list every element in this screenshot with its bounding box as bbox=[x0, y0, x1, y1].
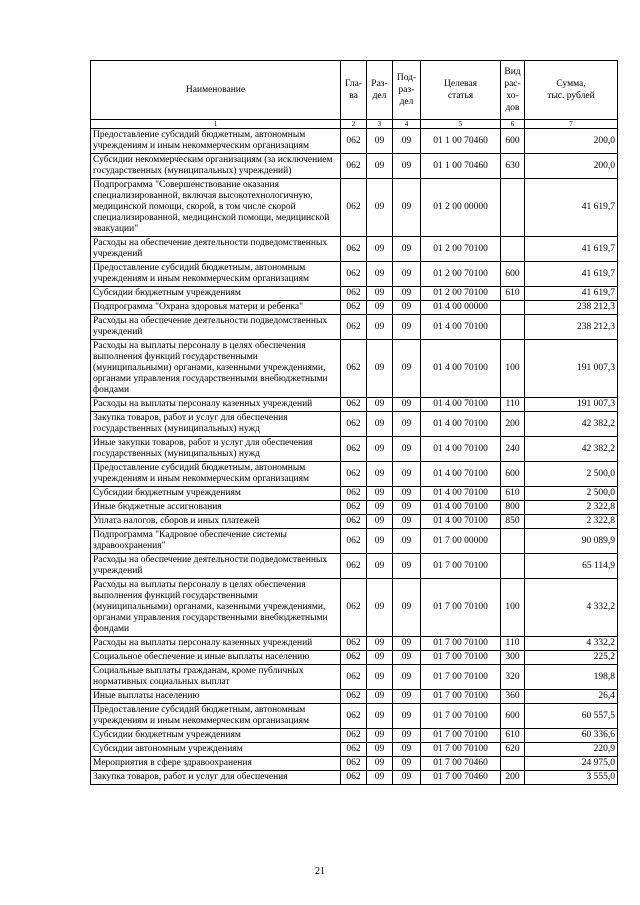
cell-subsection: 09 bbox=[393, 129, 421, 154]
cell-chapter: 062 bbox=[341, 301, 367, 315]
cell-exp-type: 100 bbox=[501, 340, 525, 398]
cell-chapter: 062 bbox=[341, 237, 367, 262]
table-row bbox=[91, 315, 618, 340]
cell-target: 01 1 00 70460 bbox=[421, 154, 501, 179]
column-number-row bbox=[91, 120, 618, 129]
cell-section: 09 bbox=[367, 529, 393, 554]
cell-exp-type: 320 bbox=[501, 665, 525, 690]
cell-subsection: 09 bbox=[393, 704, 421, 729]
table-row bbox=[91, 501, 618, 515]
cell-section: 09 bbox=[367, 704, 393, 729]
cell-name: Подпрограмма "Охрана здоровья матери и ребенка" bbox=[91, 301, 341, 315]
cell-section: 09 bbox=[367, 771, 393, 785]
cell-target: 01 7 00 70100 bbox=[421, 554, 501, 579]
cell-name: Уплата налогов, сборов и иных платежей bbox=[91, 515, 341, 529]
cell-section: 09 bbox=[367, 743, 393, 757]
table-row bbox=[91, 771, 618, 785]
cell-subsection: 09 bbox=[393, 262, 421, 287]
cell-section: 09 bbox=[367, 651, 393, 665]
cell-amount: 4 332,2 bbox=[525, 579, 618, 637]
cell-exp-type bbox=[501, 301, 525, 315]
cell-amount: 220,9 bbox=[525, 743, 618, 757]
cell-exp-type bbox=[501, 237, 525, 262]
cell-section: 09 bbox=[367, 154, 393, 179]
table-row bbox=[91, 462, 618, 487]
table-row bbox=[91, 757, 618, 771]
cell-amount: 41 619,7 bbox=[525, 287, 618, 301]
cell-target: 01 4 00 70100 bbox=[421, 487, 501, 501]
page-number: 21 bbox=[315, 866, 325, 877]
cell-amount: 2 322,8 bbox=[525, 501, 618, 515]
cell-exp-type: 360 bbox=[501, 690, 525, 704]
table-row bbox=[91, 301, 618, 315]
cell-amount: 198,8 bbox=[525, 665, 618, 690]
cell-name: Социальные выплаты гражданам, кроме публичных нормативных социальных выплат bbox=[91, 665, 341, 690]
cell-subsection: 09 bbox=[393, 340, 421, 398]
cell-name: Социальное обеспечение и иные выплаты населению bbox=[91, 651, 341, 665]
cell-name: Субсидии некоммерческим организациям (за исключением государственных (муниципальных) учреждений) bbox=[91, 154, 341, 179]
cell-chapter: 062 bbox=[341, 262, 367, 287]
cell-chapter: 062 bbox=[341, 437, 367, 462]
cell-target: 01 7 00 70100 bbox=[421, 665, 501, 690]
cell-section: 09 bbox=[367, 287, 393, 301]
cell-name: Предоставление субсидий бюджетным, автономным учреждениям и иным некоммерческим организациям bbox=[91, 462, 341, 487]
cell-exp-type bbox=[501, 315, 525, 340]
cell-amount: 41 619,7 bbox=[525, 262, 618, 287]
cell-subsection: 09 bbox=[393, 301, 421, 315]
table-row bbox=[91, 129, 618, 154]
cell-target: 01 7 00 70100 bbox=[421, 637, 501, 651]
cell-exp-type: 600 bbox=[501, 462, 525, 487]
col-number: 5 bbox=[421, 120, 501, 129]
cell-target: 01 7 00 70100 bbox=[421, 651, 501, 665]
cell-section: 09 bbox=[367, 729, 393, 743]
table-row bbox=[91, 437, 618, 462]
cell-name: Подпрограмма "Кадровое обеспечение системы здравоохранения" bbox=[91, 529, 341, 554]
cell-amount: 200,0 bbox=[525, 129, 618, 154]
cell-target: 01 7 00 70100 bbox=[421, 690, 501, 704]
cell-name: Расходы на выплаты персоналу казенных учреждений bbox=[91, 398, 341, 412]
cell-exp-type: 600 bbox=[501, 262, 525, 287]
cell-subsection: 09 bbox=[393, 729, 421, 743]
header-name: Наименование bbox=[91, 61, 341, 120]
cell-name: Предоставление субсидий бюджетным, автономным учреждениям и иным некоммерческим организациям bbox=[91, 704, 341, 729]
cell-exp-type: 610 bbox=[501, 487, 525, 501]
cell-amount: 2 500,0 bbox=[525, 487, 618, 501]
cell-exp-type: 610 bbox=[501, 729, 525, 743]
cell-name: Субсидии автономным учреждениям bbox=[91, 743, 341, 757]
table-row bbox=[91, 237, 618, 262]
cell-name: Закупка товаров, работ и услуг для обеспечения bbox=[91, 771, 341, 785]
table-row bbox=[91, 651, 618, 665]
cell-exp-type: 100 bbox=[501, 579, 525, 637]
cell-section: 09 bbox=[367, 340, 393, 398]
cell-exp-type: 300 bbox=[501, 651, 525, 665]
cell-amount: 225,2 bbox=[525, 651, 618, 665]
cell-chapter: 062 bbox=[341, 771, 367, 785]
cell-name: Расходы на обеспечение деятельности подведомственных учреждений bbox=[91, 315, 341, 340]
cell-name: Предоставление субсидий бюджетным, автономным учреждениям и иным некоммерческим организациям bbox=[91, 262, 341, 287]
table-row bbox=[91, 529, 618, 554]
cell-chapter: 062 bbox=[341, 651, 367, 665]
cell-exp-type bbox=[501, 179, 525, 237]
cell-exp-type: 600 bbox=[501, 704, 525, 729]
cell-exp-type bbox=[501, 554, 525, 579]
cell-target: 01 1 00 70460 bbox=[421, 129, 501, 154]
cell-target: 01 4 00 70100 bbox=[421, 462, 501, 487]
cell-chapter: 062 bbox=[341, 579, 367, 637]
cell-target: 01 2 00 70100 bbox=[421, 262, 501, 287]
cell-chapter: 062 bbox=[341, 554, 367, 579]
cell-target: 01 4 00 70100 bbox=[421, 412, 501, 437]
cell-subsection: 09 bbox=[393, 743, 421, 757]
cell-chapter: 062 bbox=[341, 315, 367, 340]
table-row bbox=[91, 637, 618, 651]
cell-name: Мероприятия в сфере здравоохранения bbox=[91, 757, 341, 771]
cell-name: Иные выплаты населению bbox=[91, 690, 341, 704]
cell-chapter: 062 bbox=[341, 665, 367, 690]
cell-chapter: 062 bbox=[341, 129, 367, 154]
cell-chapter: 062 bbox=[341, 398, 367, 412]
col-number: 6 bbox=[501, 120, 525, 129]
cell-chapter: 062 bbox=[341, 515, 367, 529]
cell-chapter: 062 bbox=[341, 743, 367, 757]
cell-amount: 3 555,0 bbox=[525, 771, 618, 785]
cell-name: Расходы на выплаты персоналу казенных учреждений bbox=[91, 637, 341, 651]
cell-section: 09 bbox=[367, 501, 393, 515]
cell-target: 01 2 00 70100 bbox=[421, 287, 501, 301]
cell-exp-type: 600 bbox=[501, 129, 525, 154]
table-row bbox=[91, 743, 618, 757]
cell-subsection: 09 bbox=[393, 398, 421, 412]
cell-section: 09 bbox=[367, 690, 393, 704]
cell-chapter: 062 bbox=[341, 287, 367, 301]
cell-section: 09 bbox=[367, 515, 393, 529]
cell-subsection: 09 bbox=[393, 665, 421, 690]
cell-target: 01 7 00 70100 bbox=[421, 704, 501, 729]
cell-subsection: 09 bbox=[393, 154, 421, 179]
cell-subsection: 09 bbox=[393, 412, 421, 437]
cell-exp-type: 850 bbox=[501, 515, 525, 529]
cell-name: Иные закупки товаров, работ и услуг для обеспечения государственных (муниципальных) нужд bbox=[91, 437, 341, 462]
cell-exp-type: 110 bbox=[501, 398, 525, 412]
cell-amount: 26,4 bbox=[525, 690, 618, 704]
cell-chapter: 062 bbox=[341, 757, 367, 771]
cell-exp-type: 110 bbox=[501, 637, 525, 651]
cell-chapter: 062 bbox=[341, 154, 367, 179]
cell-subsection: 09 bbox=[393, 554, 421, 579]
col-number: 4 bbox=[393, 120, 421, 129]
cell-section: 09 bbox=[367, 237, 393, 262]
header-section: Раз- дел bbox=[367, 61, 393, 120]
cell-section: 09 bbox=[367, 437, 393, 462]
cell-target: 01 7 00 70100 bbox=[421, 579, 501, 637]
cell-name: Субсидии бюджетным учреждениям bbox=[91, 729, 341, 743]
cell-name: Подпрограмма "Совершенствование оказания специализированной, включая высокотехнологичную, медицинской помощи, скорой, в том числе скорой специализированной, медицинской помощи, медицинской эвакуации" bbox=[91, 179, 341, 237]
cell-name: Расходы на обеспечение деятельности подведомственных учреждений bbox=[91, 554, 341, 579]
header-amount: Сумма, тыс. рублей bbox=[525, 61, 618, 120]
header-exp-type: Вид рас- хо- дов bbox=[501, 61, 525, 120]
cell-exp-type: 620 bbox=[501, 743, 525, 757]
cell-chapter: 062 bbox=[341, 462, 367, 487]
cell-chapter: 062 bbox=[341, 487, 367, 501]
cell-subsection: 09 bbox=[393, 579, 421, 637]
cell-target: 01 2 00 70100 bbox=[421, 237, 501, 262]
table-row bbox=[91, 515, 618, 529]
cell-target: 01 7 00 00000 bbox=[421, 529, 501, 554]
header-subsection: Под- раз- дел bbox=[393, 61, 421, 120]
cell-chapter: 062 bbox=[341, 690, 367, 704]
cell-chapter: 062 bbox=[341, 729, 367, 743]
cell-amount: 238 212,3 bbox=[525, 301, 618, 315]
cell-amount: 2 322,8 bbox=[525, 515, 618, 529]
table-row bbox=[91, 262, 618, 287]
cell-section: 09 bbox=[367, 262, 393, 287]
cell-target: 01 7 00 70460 bbox=[421, 757, 501, 771]
cell-section: 09 bbox=[367, 554, 393, 579]
header-target: Целевая статья bbox=[421, 61, 501, 120]
cell-amount: 238 212,3 bbox=[525, 315, 618, 340]
cell-amount: 4 332,2 bbox=[525, 637, 618, 651]
cell-amount: 2 500,0 bbox=[525, 462, 618, 487]
cell-exp-type: 610 bbox=[501, 287, 525, 301]
cell-name: Расходы на выплаты персоналу в целях обеспечения выполнения функций государственными (муниципальными) органами, казенными учреждениями, органами управления государственными внебюджетными фондами bbox=[91, 340, 341, 398]
cell-exp-type: 200 bbox=[501, 412, 525, 437]
cell-subsection: 09 bbox=[393, 462, 421, 487]
cell-amount: 24 975,0 bbox=[525, 757, 618, 771]
cell-section: 09 bbox=[367, 637, 393, 651]
header-chapter: Гла- ва bbox=[341, 61, 367, 120]
cell-section: 09 bbox=[367, 579, 393, 637]
cell-section: 09 bbox=[367, 129, 393, 154]
cell-chapter: 062 bbox=[341, 501, 367, 515]
cell-name: Расходы на обеспечение деятельности подведомственных учреждений bbox=[91, 237, 341, 262]
cell-subsection: 09 bbox=[393, 287, 421, 301]
cell-subsection: 09 bbox=[393, 437, 421, 462]
budget-table bbox=[90, 60, 618, 785]
table-row bbox=[91, 665, 618, 690]
cell-target: 01 4 00 70100 bbox=[421, 501, 501, 515]
col-number: 2 bbox=[341, 120, 367, 129]
cell-target: 01 4 00 70100 bbox=[421, 340, 501, 398]
cell-subsection: 09 bbox=[393, 690, 421, 704]
cell-subsection: 09 bbox=[393, 651, 421, 665]
cell-exp-type bbox=[501, 757, 525, 771]
cell-target: 01 4 00 70100 bbox=[421, 515, 501, 529]
cell-subsection: 09 bbox=[393, 757, 421, 771]
cell-section: 09 bbox=[367, 487, 393, 501]
cell-amount: 41 619,7 bbox=[525, 179, 618, 237]
table-row bbox=[91, 579, 618, 637]
table-body bbox=[91, 129, 618, 785]
cell-section: 09 bbox=[367, 757, 393, 771]
cell-subsection: 09 bbox=[393, 515, 421, 529]
table-row bbox=[91, 287, 618, 301]
cell-amount: 60 336,6 bbox=[525, 729, 618, 743]
cell-section: 09 bbox=[367, 665, 393, 690]
cell-target: 01 4 00 00000 bbox=[421, 301, 501, 315]
table-row bbox=[91, 340, 618, 398]
cell-amount: 65 114,9 bbox=[525, 554, 618, 579]
cell-target: 01 2 00 00000 bbox=[421, 179, 501, 237]
cell-target: 01 4 00 70100 bbox=[421, 398, 501, 412]
col-number: 7 bbox=[525, 120, 618, 129]
cell-subsection: 09 bbox=[393, 315, 421, 340]
cell-target: 01 4 00 70100 bbox=[421, 437, 501, 462]
cell-exp-type: 240 bbox=[501, 437, 525, 462]
col-number: 3 bbox=[367, 120, 393, 129]
cell-subsection: 09 bbox=[393, 487, 421, 501]
table-row bbox=[91, 554, 618, 579]
cell-amount: 191 007,3 bbox=[525, 340, 618, 398]
cell-amount: 200,0 bbox=[525, 154, 618, 179]
table-row bbox=[91, 412, 618, 437]
cell-section: 09 bbox=[367, 398, 393, 412]
table-row bbox=[91, 398, 618, 412]
cell-section: 09 bbox=[367, 412, 393, 437]
cell-chapter: 062 bbox=[341, 412, 367, 437]
cell-target: 01 7 00 70100 bbox=[421, 743, 501, 757]
col-number: 1 bbox=[91, 120, 341, 129]
table-row bbox=[91, 154, 618, 179]
cell-name: Закупка товаров, работ и услуг для обеспечения государственных (муниципальных) нужд bbox=[91, 412, 341, 437]
cell-name: Предоставление субсидий бюджетным, автономным учреждениям и иным некоммерческим организациям bbox=[91, 129, 341, 154]
cell-exp-type: 200 bbox=[501, 771, 525, 785]
cell-subsection: 09 bbox=[393, 771, 421, 785]
cell-amount: 42 382,2 bbox=[525, 412, 618, 437]
cell-chapter: 062 bbox=[341, 529, 367, 554]
cell-name: Иные бюджетные ассигнования bbox=[91, 501, 341, 515]
header-row bbox=[91, 61, 618, 120]
cell-amount: 191 007,3 bbox=[525, 398, 618, 412]
cell-chapter: 062 bbox=[341, 179, 367, 237]
table-row bbox=[91, 487, 618, 501]
cell-exp-type: 800 bbox=[501, 501, 525, 515]
cell-section: 09 bbox=[367, 301, 393, 315]
cell-target: 01 4 00 70100 bbox=[421, 315, 501, 340]
cell-exp-type bbox=[501, 529, 525, 554]
cell-subsection: 09 bbox=[393, 501, 421, 515]
cell-subsection: 09 bbox=[393, 529, 421, 554]
cell-amount: 60 557,5 bbox=[525, 704, 618, 729]
cell-chapter: 062 bbox=[341, 340, 367, 398]
table-row bbox=[91, 690, 618, 704]
cell-subsection: 09 bbox=[393, 179, 421, 237]
cell-subsection: 09 bbox=[393, 637, 421, 651]
table-row bbox=[91, 179, 618, 237]
cell-chapter: 062 bbox=[341, 704, 367, 729]
cell-amount: 90 089,9 bbox=[525, 529, 618, 554]
cell-name: Субсидии бюджетным учреждениям bbox=[91, 287, 341, 301]
cell-target: 01 7 00 70100 bbox=[421, 729, 501, 743]
cell-subsection: 09 bbox=[393, 237, 421, 262]
cell-section: 09 bbox=[367, 462, 393, 487]
table-row bbox=[91, 704, 618, 729]
cell-name: Субсидии бюджетным учреждениям bbox=[91, 487, 341, 501]
cell-amount: 42 382,2 bbox=[525, 437, 618, 462]
cell-section: 09 bbox=[367, 315, 393, 340]
table-row bbox=[91, 729, 618, 743]
cell-section: 09 bbox=[367, 179, 393, 237]
cell-amount: 41 619,7 bbox=[525, 237, 618, 262]
cell-exp-type: 630 bbox=[501, 154, 525, 179]
cell-chapter: 062 bbox=[341, 637, 367, 651]
cell-target: 01 7 00 70460 bbox=[421, 771, 501, 785]
cell-name: Расходы на выплаты персоналу в целях обеспечения выполнения функций государственными (муниципальными) органами, казенными учреждениями, органами управления государственными внебюджетными фондами bbox=[91, 579, 341, 637]
